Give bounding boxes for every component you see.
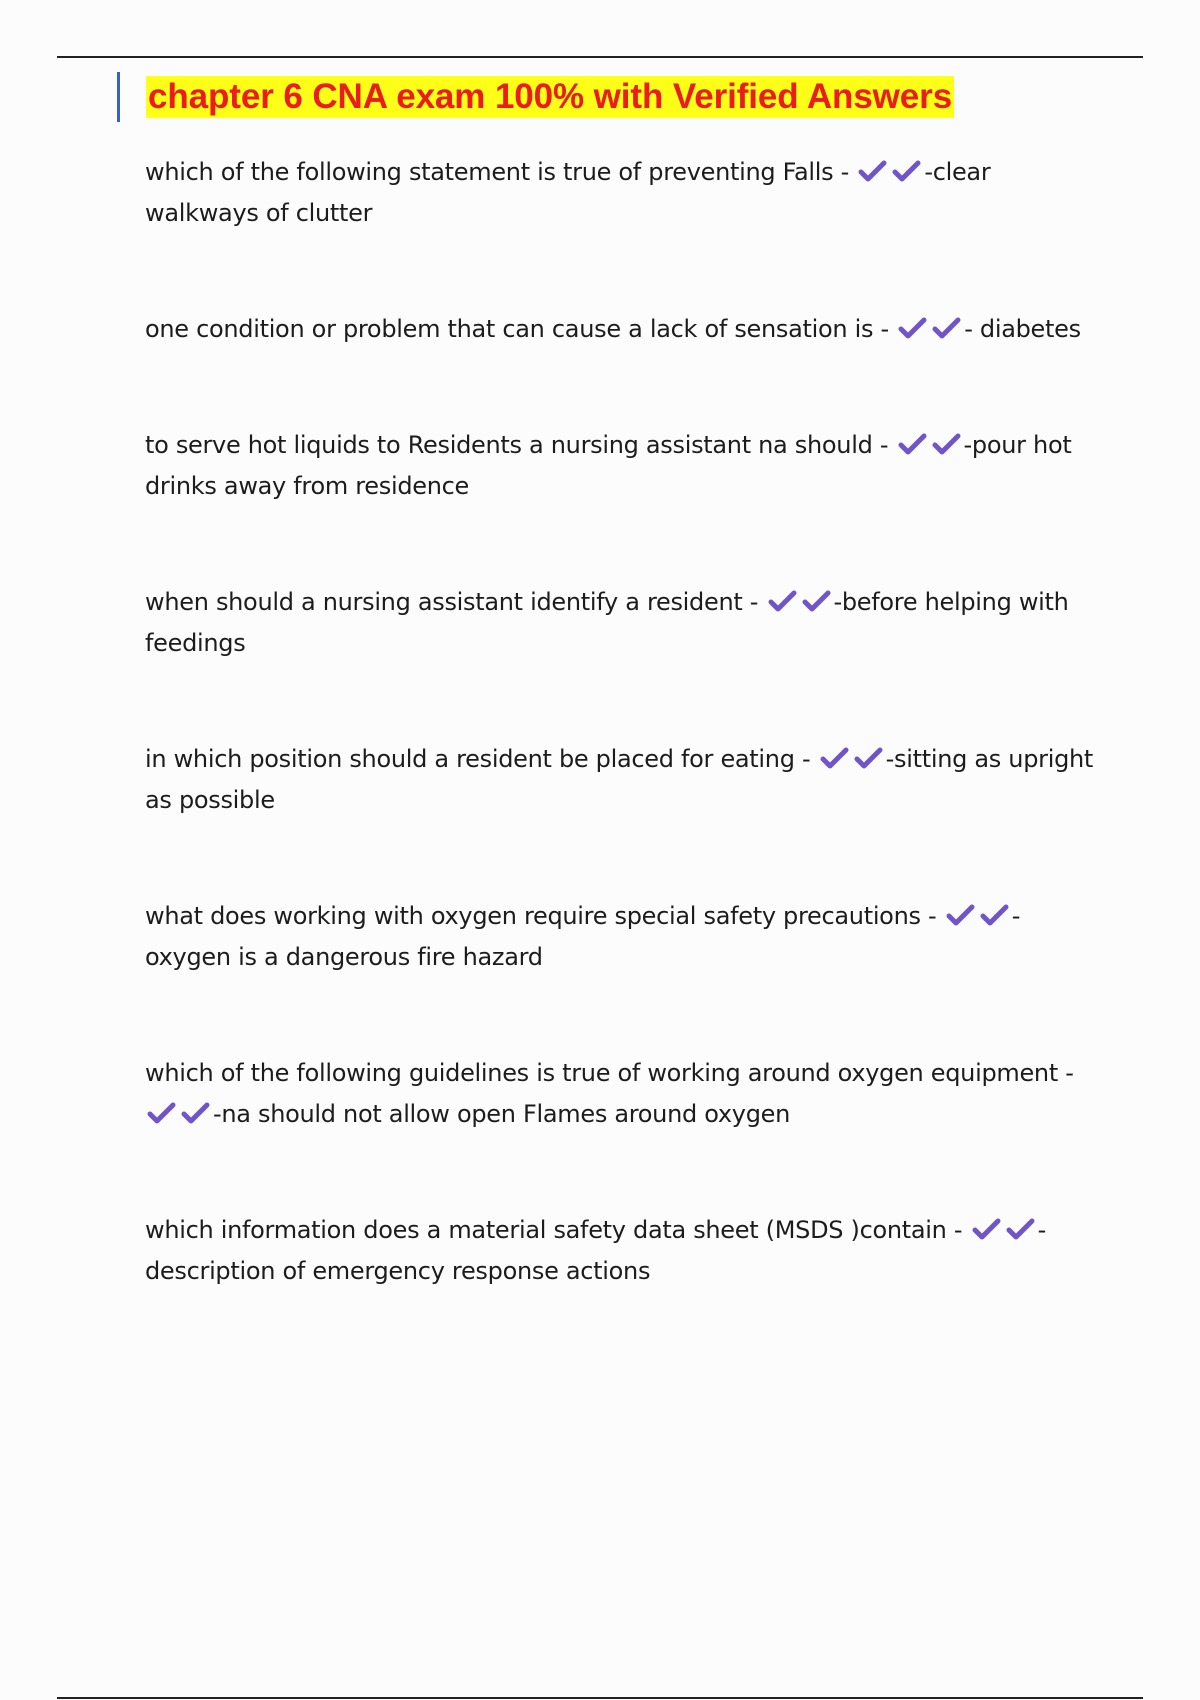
answer-text: - oxygen is a dangerous fire hazard <box>145 902 1021 971</box>
answer-text: - description of emergency response actions <box>145 1216 1046 1285</box>
check-icon <box>768 589 798 613</box>
top-rule <box>57 56 1143 58</box>
question-text: to serve hot liquids to Residents a nursing assistant na should - <box>145 431 889 459</box>
check-icon <box>858 159 888 183</box>
qa-item <box>145 425 1095 507</box>
check-icon <box>980 903 1010 927</box>
check-icon <box>898 432 928 456</box>
question-text: which information does a material safety data sheet (MSDS )contain - <box>145 1216 963 1244</box>
check-icon <box>181 1101 211 1125</box>
check-icon <box>854 746 884 770</box>
check-icon <box>932 316 962 340</box>
check-icon <box>802 589 832 613</box>
document-title: chapter 6 CNA exam 100% with Verified Answers <box>148 77 953 116</box>
check-icon <box>932 432 962 456</box>
question-text: which of the following statement is true of preventing Falls - <box>145 158 849 186</box>
question-text: when should a nursing assistant identify a resident - <box>145 588 759 616</box>
check-icon <box>898 316 928 340</box>
qa-list <box>145 152 1095 1292</box>
check-icon <box>1006 1217 1036 1241</box>
qa-item <box>145 1053 1095 1135</box>
title-block <box>117 72 954 122</box>
answer-text: -sitting as upright as possible <box>145 745 1094 814</box>
qa-item <box>145 1210 1095 1292</box>
answer-text: -before helping with feedings <box>145 588 1069 657</box>
qa-item <box>145 896 1095 978</box>
qa-item <box>145 152 1095 234</box>
question-text: in which position should a resident be placed for eating - <box>145 745 811 773</box>
qa-item <box>145 739 1095 821</box>
qa-item <box>145 582 1095 664</box>
question-text: one condition or problem that can cause a lack of sensation is - <box>145 315 889 343</box>
check-icon <box>972 1217 1002 1241</box>
check-icon <box>946 903 976 927</box>
qa-item <box>145 309 1095 350</box>
check-icon <box>147 1101 177 1125</box>
check-icon <box>892 159 922 183</box>
check-icon <box>820 746 850 770</box>
title-accent-bar <box>117 72 120 122</box>
bottom-rule <box>57 1697 1143 1699</box>
answer-text: -na should not allow open Flames around oxygen <box>213 1100 791 1128</box>
answer-text: -pour hot drinks away from residence <box>145 431 1072 500</box>
answer-text: - diabetes <box>964 315 1081 343</box>
answer-text: -clear walkways of clutter <box>145 158 991 227</box>
question-text: what does working with oxygen require special safety precautions - <box>145 902 937 930</box>
question-text: which of the following guidelines is true of working around oxygen equipment - <box>145 1059 1074 1087</box>
